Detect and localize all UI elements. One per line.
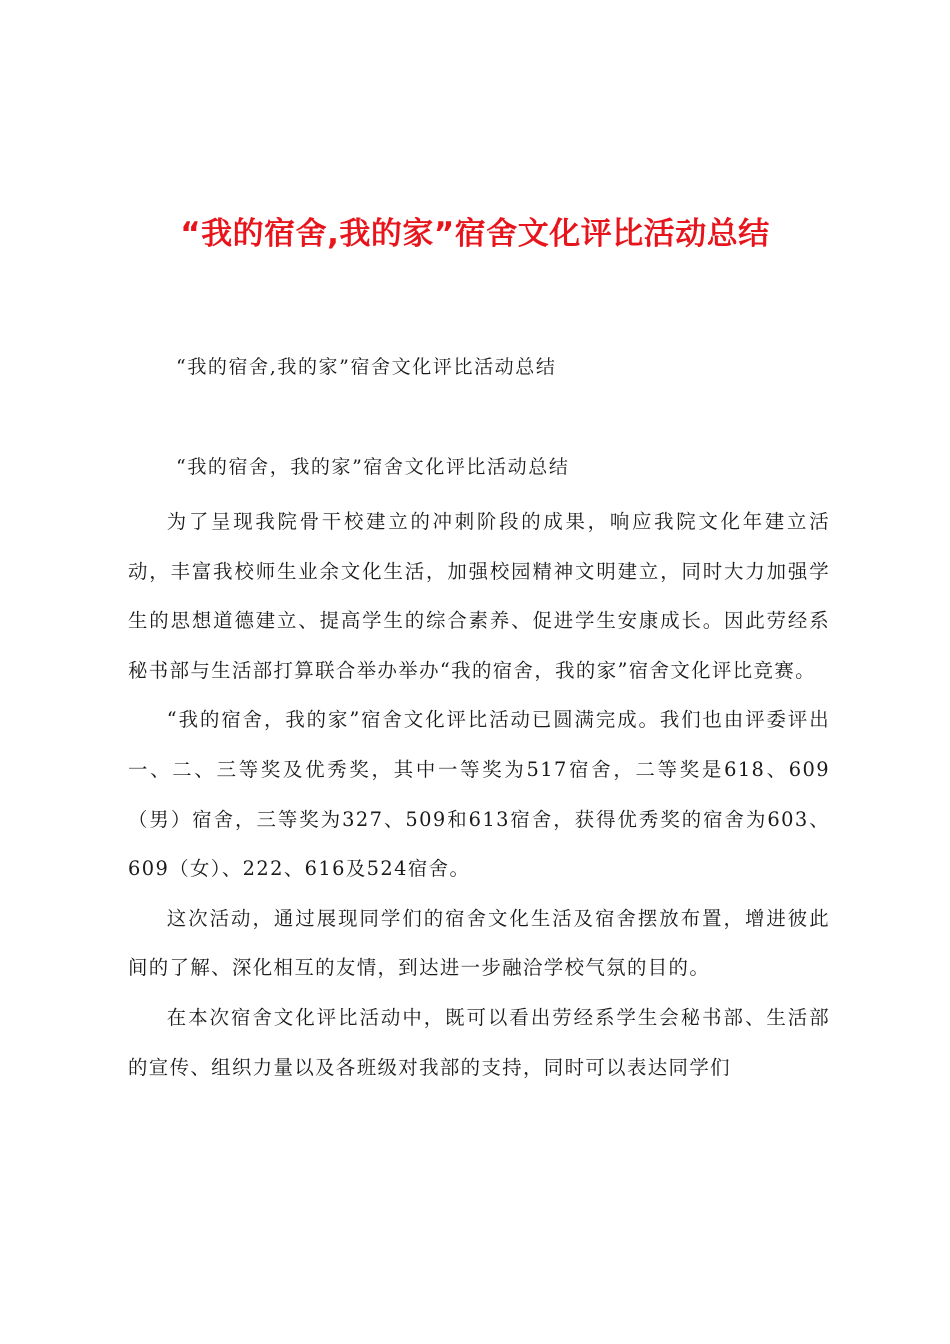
paragraph: 在本次宿舍文化评比活动中，既可以看出劳经系学生会秘书部、生活部的宣传、组织力量以及各班级对我部的支持，同时可以表达同学们 [128, 1005, 830, 1079]
paragraph: “我的宿舍，我的家”宿舍文化评比活动已圆满完成。我们也由评委评出一、二、三等奖及优秀奖，其中一等奖为517宿舍，二等奖是618、609（男）宿舍，三等奖为327、509和613宿舍，获得优秀奖的宿舍为603、609（女）、222、616及524宿舍。 [128, 708, 830, 881]
document-subtitle: “我的宿舍,我的家”宿舍文化评比活动总结 [176, 356, 557, 378]
section-heading: “我的宿舍，我的家”宿舍文化评比活动总结 [176, 456, 570, 478]
document-title: “我的宿舍,我的家”宿舍文化评比活动总结 [180, 216, 770, 252]
paragraph: 为了呈现我院骨干校建立的冲刺阶段的成果，响应我院文化年建立活动，丰富我校师生业余文化生活，加强校园精神文明建立，同时大力加强学生的思想道德建立、提高学生的综合素养、促进学生安康成长。因此劳经系秘书部与生活部打算联合举办举办“我的宿舍，我的家”宿舍文化评比竞赛。 [128, 510, 830, 682]
paragraph: 这次活动，通过展现同学们的宿舍文化生活及宿舍摆放布置，增进彼此间的了解、深化相互的友情，到达进一步融洽学校气氛的目的。 [128, 906, 830, 980]
document-body [128, 497, 830, 1092]
